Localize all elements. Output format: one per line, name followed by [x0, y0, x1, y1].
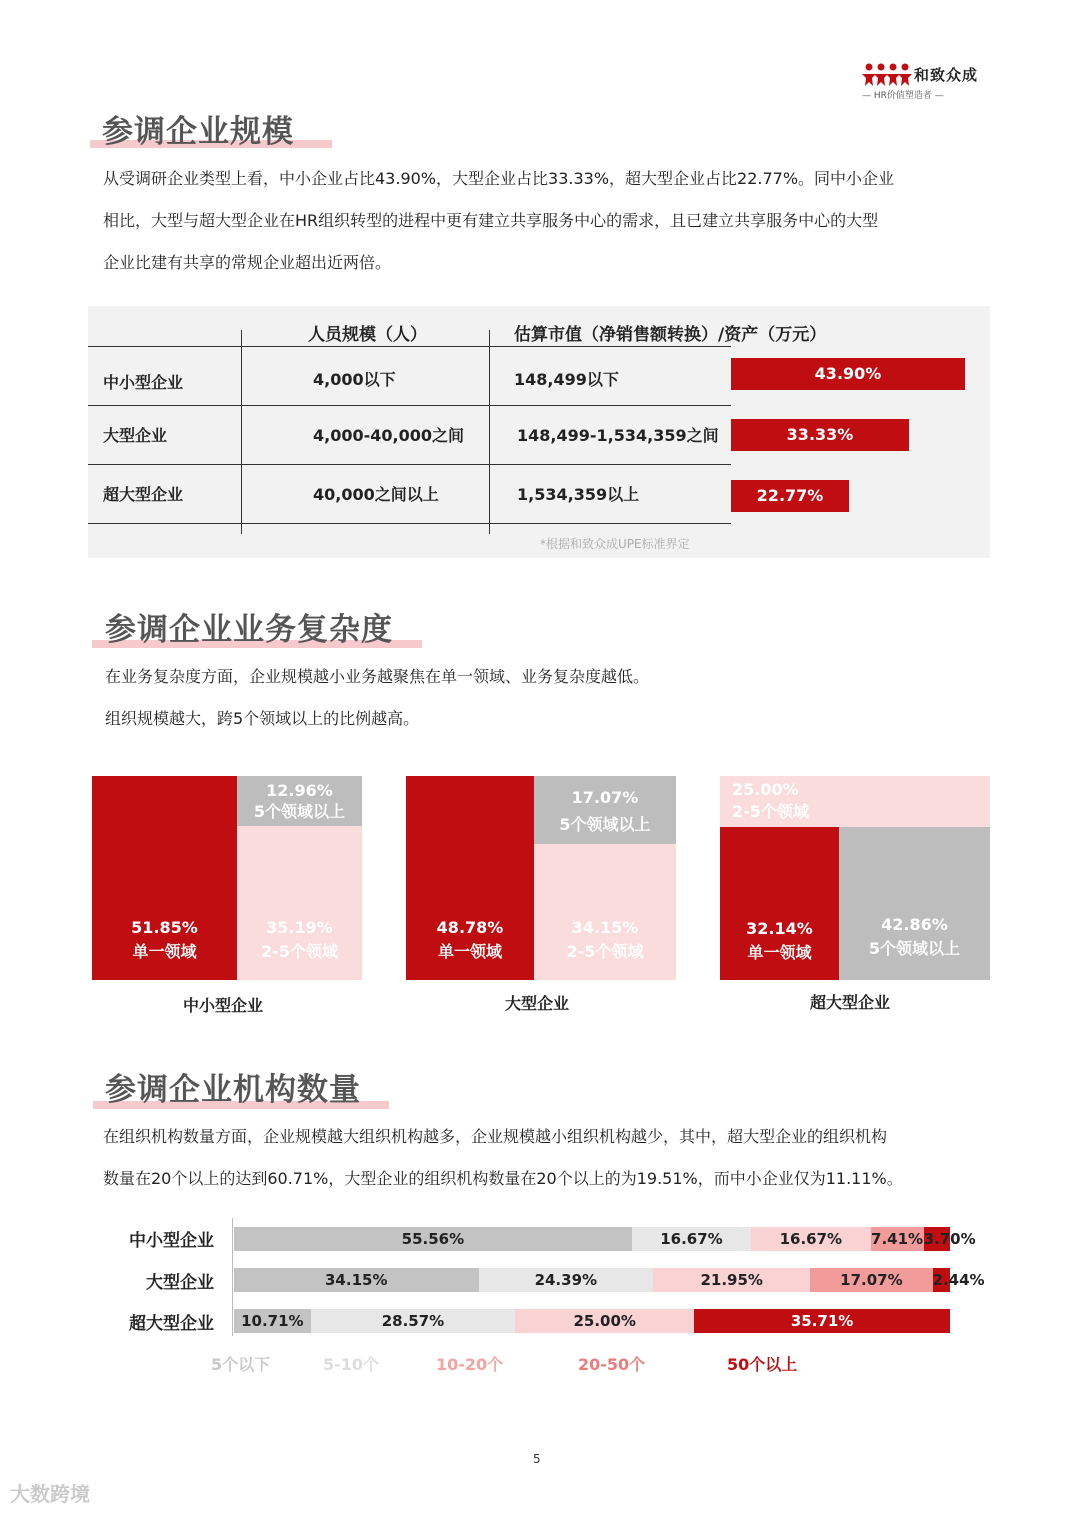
- treemap-label: 超大型企业: [810, 993, 891, 1012]
- company-logo: [862, 60, 992, 104]
- bar-segment: 34.15%: [234, 1268, 479, 1292]
- treemap-value: 51.85%: [131, 918, 198, 937]
- treemap-cell: [406, 776, 534, 980]
- table-header-staff: 人员规模（人）: [308, 325, 427, 345]
- table-divider: [88, 346, 731, 347]
- complexity-treemap: [92, 776, 362, 980]
- bar-segment: 7.41%: [871, 1227, 924, 1251]
- paragraph-line: 相比，大型与超大型企业在HR组织转型的进程中更有建立共享服务中心的需求，且已建立共享服务中心的大型: [103, 211, 879, 230]
- legend-item: 5-10个: [323, 1355, 380, 1374]
- bar-segment: 55.56%: [234, 1227, 632, 1251]
- table-footnote: *根据和致众成UPE标准界定: [540, 537, 690, 551]
- paragraph-line: 企业比建有共享的常规企业超出近两倍。: [103, 253, 392, 272]
- table-cell-staff: 40,000之间以上: [313, 485, 439, 504]
- treemap-cell: [720, 776, 990, 827]
- bar-row-label: 大型企业: [146, 1273, 214, 1293]
- paragraph-line: 在组织机构数量方面，企业规模越大组织机构越多，企业规模越小组织机构越少，其中，超大型企业的组织机构: [103, 1127, 888, 1146]
- paragraph-line: 数量在20个以上的达到60.71%，大型企业的组织机构数量在20个以上的为19.51%，而中小企业仅为11.11%。: [103, 1169, 903, 1188]
- bar-segment: 2.44%: [933, 1268, 950, 1292]
- treemap-value: 48.78%: [436, 918, 504, 937]
- treemap-value: 42.86%: [881, 915, 948, 934]
- treemap-cell: [839, 827, 990, 980]
- treemap-cell: [534, 844, 676, 980]
- treemap-category: 2-5个领域: [732, 802, 809, 821]
- treemap-category: 5个领域以上: [868, 939, 961, 958]
- paragraph-line: 从受调研企业类型上看，中小企业占比43.90%，大型企业占比33.33%，超大型企业占比22.77%。同中小企业: [103, 169, 895, 188]
- bar-segment: 21.95%: [653, 1268, 810, 1292]
- bar-segment: 35.71%: [694, 1309, 950, 1333]
- treemap-label: 中小型企业: [183, 996, 264, 1015]
- share-bar: 43.90%: [731, 358, 965, 390]
- treemap-category: 2-5个领域: [261, 942, 338, 961]
- table-cell-staff: 4,000-40,000之间: [313, 426, 464, 445]
- section-title: 参调企业业务复杂度: [105, 612, 393, 648]
- table-cell-value: 1,534,359以上: [517, 485, 640, 504]
- bar-row-label: 超大型企业: [129, 1314, 214, 1334]
- table-cell-value: 148,499-1,534,359之间: [517, 426, 719, 445]
- share-bar: 33.33%: [731, 419, 909, 451]
- treemap-cell: [534, 776, 676, 844]
- treemap-category: 单一领域: [437, 942, 502, 961]
- table-cell-value: 148,499以下: [514, 370, 619, 389]
- treemap-value: 34.15%: [571, 918, 639, 937]
- bar-segment: 3.70%: [924, 1227, 950, 1251]
- section-paragraph: [105, 656, 985, 740]
- bar-segment: 10.71%: [234, 1309, 311, 1333]
- table-cell-type: 超大型企业: [103, 485, 184, 504]
- treemap-value: 25.00%: [732, 780, 799, 799]
- table-divider: [88, 523, 731, 524]
- treemap-value: 35.19%: [266, 918, 333, 937]
- table-divider: [88, 405, 731, 406]
- page-number: 5: [533, 1452, 541, 1466]
- section-paragraph: [103, 1116, 1003, 1200]
- table-header-value: 估算市值（净销售额转换）/资产（万元）: [514, 325, 827, 345]
- paragraph-line: 在业务复杂度方面，企业规模越小业务越聚焦在单一领域、业务复杂度越低。: [105, 667, 650, 686]
- complexity-treemap: [406, 776, 676, 980]
- complexity-treemap: [720, 776, 990, 980]
- table-cell-staff: 4,000以下: [313, 370, 396, 389]
- treemap-cell: [237, 776, 362, 826]
- logo-name: 和致众成: [914, 66, 979, 84]
- table-cell-type: 中小型企业: [103, 373, 184, 392]
- treemap-cell: [237, 826, 362, 980]
- table-divider: [489, 330, 490, 534]
- legend-item: 5个以下: [211, 1355, 271, 1374]
- treemap-category: 5个领域以上: [559, 815, 651, 834]
- treemap-value: 32.14%: [746, 919, 813, 938]
- legend-item: 20-50个: [578, 1355, 646, 1374]
- enterprise-scale-table: [88, 306, 990, 558]
- logo-tagline: — HR价值塑造者 —: [862, 91, 944, 101]
- section-paragraph: [103, 158, 1003, 284]
- legend-item: 10-20个: [436, 1355, 504, 1374]
- treemap-value: 17.07%: [571, 788, 639, 807]
- bar-segment: 16.67%: [632, 1227, 751, 1251]
- chart-axis: [232, 1218, 233, 1336]
- treemap-cell: [92, 776, 237, 980]
- bar-row-label: 中小型企业: [129, 1231, 214, 1251]
- bar-segment: 17.07%: [810, 1268, 932, 1292]
- treemap-category: 5个领域以上: [253, 802, 346, 821]
- people-logo-icon: [862, 62, 912, 86]
- treemap-cell: [720, 827, 839, 980]
- table-cell-type: 大型企业: [103, 426, 168, 445]
- treemap-value: 12.96%: [266, 781, 333, 800]
- bar-segment: 24.39%: [479, 1268, 654, 1292]
- bar-segment: 25.00%: [515, 1309, 694, 1333]
- section-title: 参调企业机构数量: [105, 1072, 361, 1108]
- watermark: 大数跨境: [10, 1482, 90, 1506]
- treemap-category: 单一领域: [747, 943, 812, 962]
- legend-item: 50个以上: [727, 1355, 798, 1374]
- table-divider: [241, 330, 242, 534]
- treemap-label: 大型企业: [505, 994, 570, 1013]
- table-divider: [88, 464, 731, 465]
- section-title: 参调企业规模: [102, 114, 294, 150]
- bar-segment: 16.67%: [751, 1227, 870, 1251]
- paragraph-line: 组织规模越大，跨5个领域以上的比例越高。: [105, 709, 420, 728]
- treemap-category: 单一领域: [132, 942, 197, 961]
- bar-segment: 28.57%: [311, 1309, 516, 1333]
- share-bar: 22.77%: [731, 480, 849, 512]
- treemap-category: 2-5个领域: [566, 942, 644, 961]
